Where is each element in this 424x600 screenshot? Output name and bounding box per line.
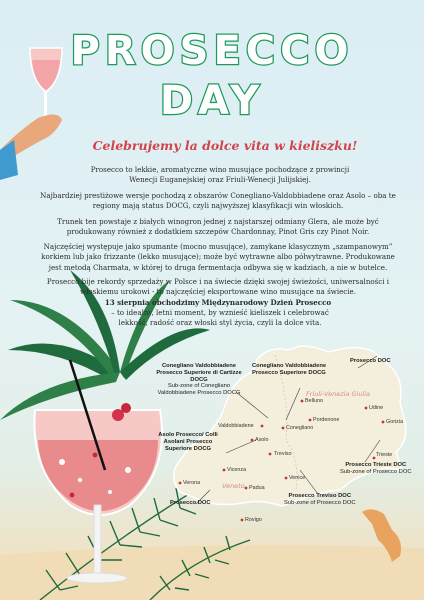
city-valdobbiadene: Valdobbiadene — [218, 423, 254, 429]
paragraph-2: Najbardziej prestiżowe wersje pochodzą z obszarów Conegliano-Valdobbiadene oraz Asolo – oba te regiony mają status DOCG, czyli najwyższej klasyfikacji win włoskich. — [40, 191, 396, 211]
subtitle: Celebrujemy la dolce vita w kieliszku! — [92, 138, 358, 153]
city-treviso: Treviso — [274, 451, 292, 457]
paragraph-5: Prosecco bije rekordy sprzedaży w Polsce i na świecie dzięki swojej świeżości, uniwersalności i włoskiemu urokowi - to najczęściej eksportowane wino musujące na świecie. — [46, 277, 390, 297]
label-conegliano-docg: Conegliano Valdobbiadene Prosecco Superiore DOCG — [252, 363, 327, 376]
label-trieste-doc: Prosecco Trieste DOC Sub-zone of Prosecco DOC — [340, 462, 412, 475]
city-pordenone: Pordenone — [313, 417, 340, 423]
city-udine: Udine — [369, 405, 384, 411]
city-trieste: Trieste — [376, 452, 393, 458]
city-padua: Padua — [249, 485, 265, 491]
city-venice: Venice — [289, 475, 306, 481]
title-line-2: DAY — [159, 78, 265, 124]
region-veneto: Veneto — [222, 482, 245, 490]
paragraph-4: Najczęściej występuje jako spumante (mocno musujące), zamykane klasycznym „szampanowym” korkiem lub jako frizzante (lekko musujące); może być wytrawne albo półwytrawne. Produkowane jest metodą Charmata, w której to druga fermentacja odbywa się w kadziach, a nie w butelce. — [41, 242, 395, 272]
label-prosecco-doc-bottom: Prosecco DOC — [170, 500, 211, 506]
title-line-1: PROSECCO — [70, 28, 354, 74]
closing-text: – to idealny, letni moment, by wznieść kieliszek i celebrować lekkość, radość oraz włoski styl życia, czyli la dolce vita. — [111, 308, 329, 328]
city-vicenza: Vicenza — [227, 467, 247, 473]
region-friuli: Friuli-Venezia Giulia — [306, 390, 371, 398]
paragraph-3: Trunek ten powstaje z białych winogron jednej z najstarszej odmiany Glera, ale może być produkowany również z dodatkiem szczepów Chardonnay, Pinot Gris czy Pinot Noir. — [57, 217, 379, 237]
city-asolo: Asolo — [255, 437, 269, 443]
label-asolo-docg: Asolo Prosecco/ Colli Asolani Prosecco Superiore DOCG — [158, 432, 218, 452]
city-conegliano: Conegliano — [286, 425, 314, 431]
label-treviso-doc: Prosecco Treviso DOC Sub-zone of Prosecco DOC — [284, 493, 356, 506]
city-rovigo: Rovigo — [245, 517, 262, 523]
label-cartizze: Conegliano Valdobbiadene Prosecco Superiore di Cartizze DOCG Sub-zone of Conegliano Valdobbiadene Prosecco DOCG — [156, 363, 242, 397]
closing-bold: 13 sierpnia obchodzimy Międzynarodowy Dzień Prosecco — [104, 298, 332, 307]
sand-strip — [0, 545, 424, 600]
city-belluno: Belluno — [305, 398, 323, 404]
city-verona: Verona — [183, 480, 201, 486]
label-prosecco-doc-top: Prosecco DOC — [350, 358, 391, 364]
paragraph-1: Prosecco to lekkie, aromatyczne wino musujące pochodzące z prowincji Wenecji Euganejskiej oraz Friuli-Wenecji Julijskiej. — [90, 165, 350, 185]
city-gorizia: Gorizia — [386, 419, 404, 425]
